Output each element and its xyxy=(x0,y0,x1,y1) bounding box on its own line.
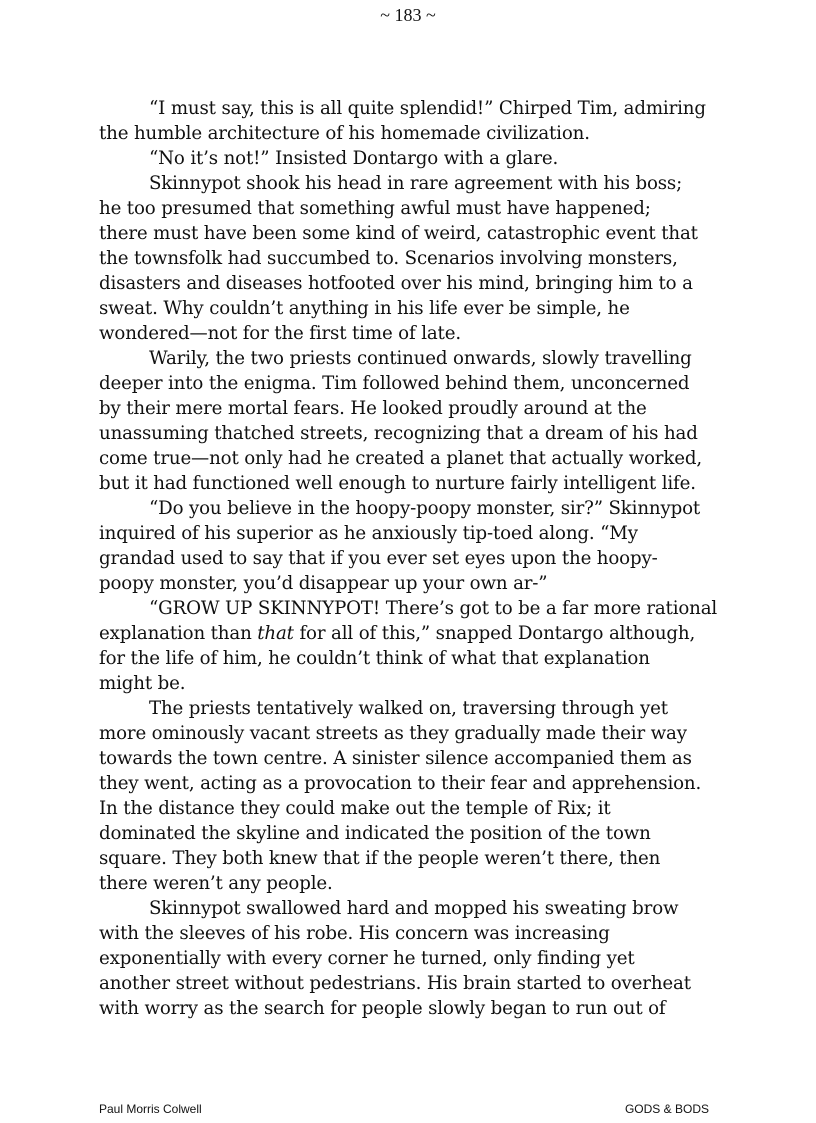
text-line xyxy=(99,621,729,646)
text-line: the townsfolk had succumbed to. Scenarios involving monsters, xyxy=(99,248,678,269)
text-line: grandad used to say that if you ever set eyes upon the hoopy- xyxy=(99,548,658,569)
page-number: ~ 183 ~ xyxy=(380,5,436,25)
text-line: more ominously vacant streets as they gradually made their way xyxy=(99,723,687,744)
text-line: The priests tentatively walked on, traversing through yet xyxy=(149,698,668,719)
text-line: “Do you believe in the hoopy-poopy monster, sir?” Skinnypot xyxy=(149,498,701,519)
text-line: disasters and diseases hotfooted over his mind, bringing him to a xyxy=(99,273,693,294)
text-line: with the sleeves of his robe. His concern was increasing xyxy=(99,923,610,944)
text-line: “GROW UP SKINNYPOT! There’s got to be a far more rational xyxy=(149,598,718,619)
text-line: towards the town centre. A sinister silence accompanied them as xyxy=(99,748,692,769)
text-line: he too presumed that something awful must have happened; xyxy=(99,198,651,219)
text-line: for the life of him, he couldn’t think of what that explanation xyxy=(99,648,650,669)
text-line: another street without pedestrians. His brain started to overheat xyxy=(99,973,691,994)
text-line: sweat. Why couldn’t anything in his life ever be simple, he xyxy=(99,298,630,319)
text-line: inquired of his superior as he anxiously tip-toed along. “My xyxy=(99,523,638,544)
text-line: square. They both knew that if the people weren’t there, then xyxy=(99,848,661,869)
body-text xyxy=(99,96,729,1021)
text-line: but it had functioned well enough to nurture fairly intelligent life. xyxy=(99,473,696,494)
emphasized-word: that xyxy=(257,623,294,644)
text-line: exponentially with every corner he turned, only finding yet xyxy=(99,948,635,969)
text-line: there weren’t any people. xyxy=(99,873,333,894)
text-line: there must have been some kind of weird, catastrophic event that xyxy=(99,223,698,244)
text-line: might be. xyxy=(99,673,186,694)
text-line: the humble architecture of his homemade civilization. xyxy=(99,123,590,144)
text-line: unassuming thatched streets, recognizing that a dream of his had xyxy=(99,423,698,444)
text-line: Skinnypot shook his head in rare agreement with his boss; xyxy=(149,173,683,194)
text-line: poopy monster, you’d disappear up your own ar-” xyxy=(99,573,548,594)
text-line: Warily, the two priests continued onwards, slowly travelling xyxy=(149,348,692,369)
text-fragment: explanation than xyxy=(99,623,258,644)
text-line: by their mere mortal fears. He looked proudly around at the xyxy=(99,398,647,419)
text-line: “I must say, this is all quite splendid!” Chirped Tim, admiring xyxy=(149,98,706,119)
text-line: Skinnypot swallowed hard and mopped his sweating brow xyxy=(149,898,679,919)
text-line: In the distance they could make out the temple of Rix; it xyxy=(99,798,611,819)
text-line: “No it’s not!” Insisted Dontargo with a glare. xyxy=(149,148,559,169)
text-line: deeper into the enigma. Tim followed behind them, unconcerned xyxy=(99,373,690,394)
footer-book-title: GODS & BODS xyxy=(624,1102,709,1116)
text-line: with worry as the search for people slowly began to run out of xyxy=(99,998,666,1019)
text-line: wondered—not for the first time of late. xyxy=(99,323,461,344)
text-fragment: for all of this,” snapped Dontargo although, xyxy=(293,623,696,644)
text-line: dominated the skyline and indicated the position of the town xyxy=(99,823,651,844)
text-line: they went, acting as a provocation to their fear and apprehension. xyxy=(99,773,702,794)
footer-author: Paul Morris Colwell xyxy=(99,1102,202,1116)
text-line: come true—not only had he created a planet that actually worked, xyxy=(99,448,702,469)
